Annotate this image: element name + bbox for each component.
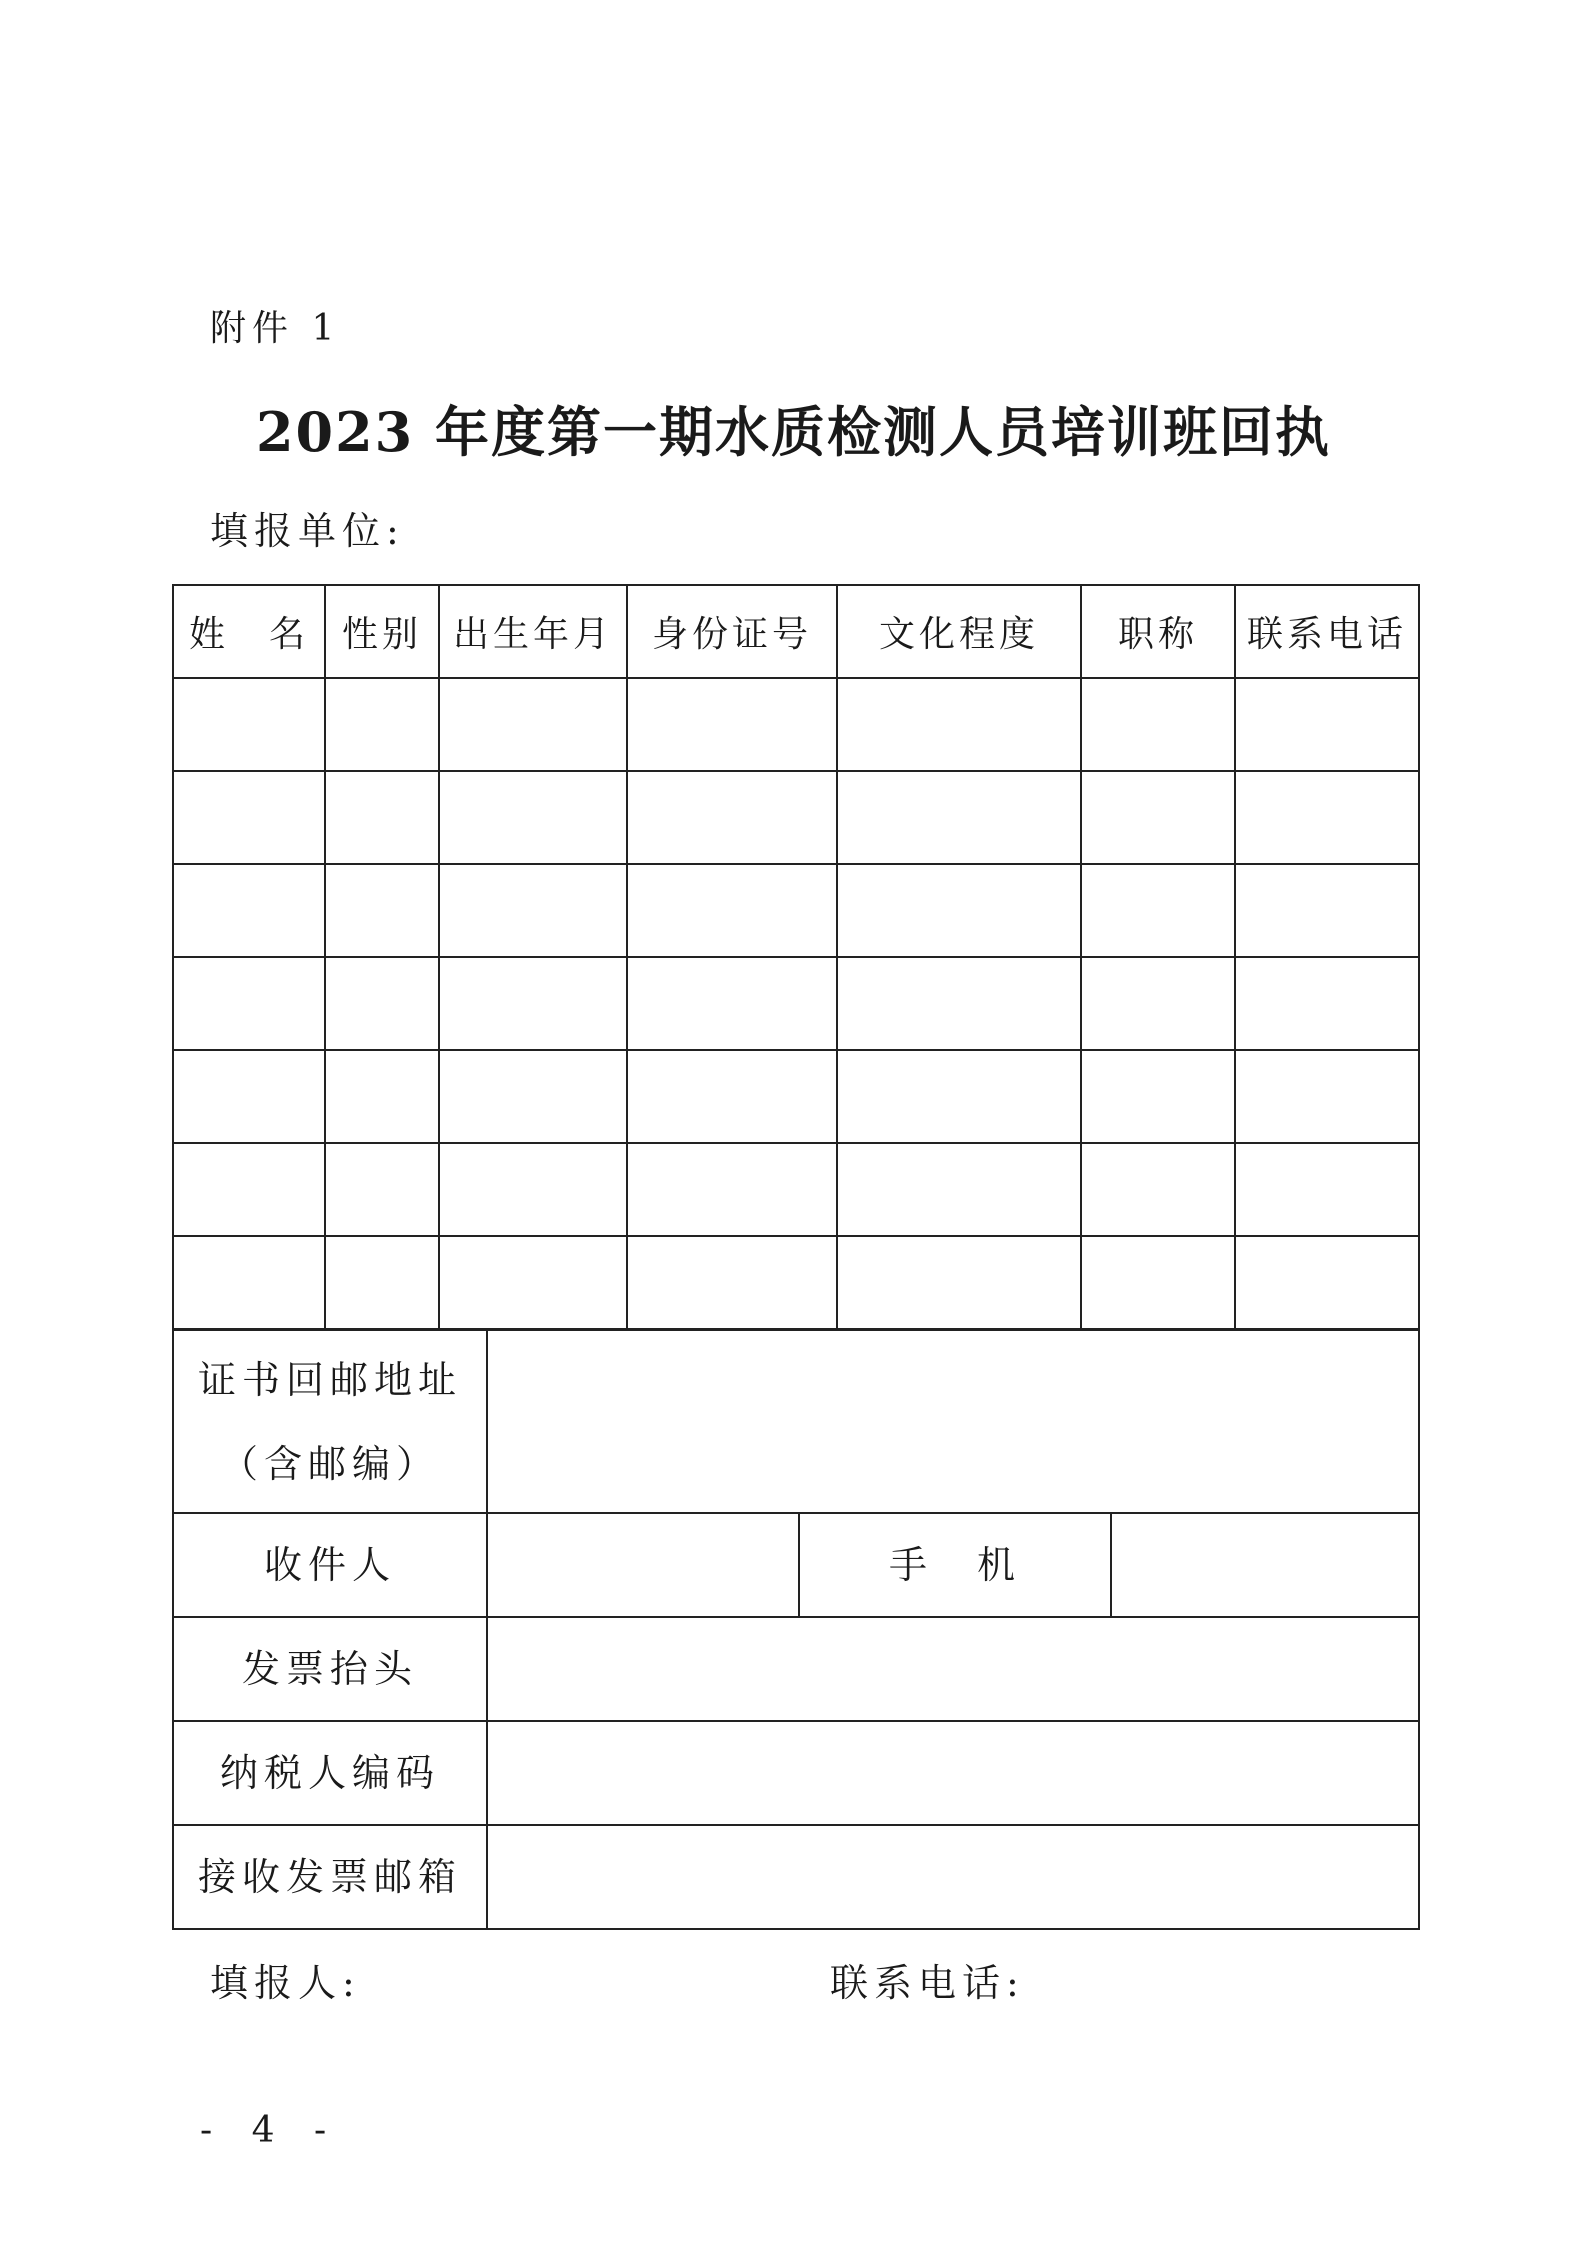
- col-header-id-number: 身份证号: [627, 585, 837, 678]
- table-cell[interactable]: [1081, 1143, 1235, 1236]
- table-row: [173, 1143, 1419, 1236]
- table-row: [173, 771, 1419, 864]
- page-title: 2023 年度第一期水质检测人员培训班回执: [255, 400, 1332, 464]
- table-cell[interactable]: [439, 864, 627, 957]
- table-cell[interactable]: [325, 771, 439, 864]
- table-cell[interactable]: [627, 1050, 837, 1143]
- table-cell[interactable]: [627, 864, 837, 957]
- contact-phone-label: 联系电话:: [830, 1961, 1025, 2005]
- table-cell[interactable]: [837, 771, 1081, 864]
- table-cell[interactable]: [1235, 678, 1419, 771]
- table-row: [173, 957, 1419, 1050]
- address-row: [173, 1330, 1419, 1513]
- table-cell[interactable]: [439, 957, 627, 1050]
- table-cell[interactable]: [1235, 771, 1419, 864]
- table-cell[interactable]: [1081, 678, 1235, 771]
- table-cell[interactable]: [1081, 1236, 1235, 1329]
- invoice-email-field[interactable]: [487, 1825, 1419, 1929]
- address-label-line1: 证书回邮地址: [197, 1357, 462, 1402]
- taxpayer-id-label: 纳税人编码: [173, 1721, 487, 1825]
- table-cell[interactable]: [1235, 957, 1419, 1050]
- address-label-line2: （含邮编）: [219, 1441, 440, 1486]
- table-cell[interactable]: [837, 957, 1081, 1050]
- table-cell[interactable]: [325, 957, 439, 1050]
- table-cell[interactable]: [627, 1143, 837, 1236]
- col-header-education: 文化程度: [837, 585, 1081, 678]
- table-cell[interactable]: [837, 678, 1081, 771]
- table-cell[interactable]: [173, 678, 325, 771]
- table-cell[interactable]: [439, 1050, 627, 1143]
- table-cell[interactable]: [1235, 1050, 1419, 1143]
- table-cell[interactable]: [173, 957, 325, 1050]
- table-cell[interactable]: [1235, 1236, 1419, 1329]
- table-cell[interactable]: [439, 1143, 627, 1236]
- info-table: [172, 1329, 1420, 1930]
- invoice-title-field[interactable]: [487, 1617, 1419, 1721]
- table-cell[interactable]: [1081, 864, 1235, 957]
- recipient-label: 收件人: [173, 1513, 487, 1617]
- mobile-label: 手 机: [799, 1513, 1111, 1617]
- table-cell[interactable]: [173, 1143, 325, 1236]
- table-cell[interactable]: [173, 771, 325, 864]
- table-cell[interactable]: [325, 678, 439, 771]
- table-row: [173, 678, 1419, 771]
- recipient-field[interactable]: [487, 1513, 799, 1617]
- table-row: [173, 1236, 1419, 1329]
- table-cell[interactable]: [1235, 1143, 1419, 1236]
- filler-label: 填报人:: [210, 1961, 361, 2005]
- col-header-name: 姓 名: [173, 585, 325, 678]
- table-cell[interactable]: [1081, 771, 1235, 864]
- col-header-gender: 性别: [325, 585, 439, 678]
- col-header-birth: 出生年月: [439, 585, 627, 678]
- table-row: [173, 864, 1419, 957]
- taxpayer-id-field[interactable]: [487, 1721, 1419, 1825]
- table-cell[interactable]: [325, 1143, 439, 1236]
- table-cell[interactable]: [837, 1236, 1081, 1329]
- table-cell[interactable]: [173, 1236, 325, 1329]
- invoice-email-label: 接收发票邮箱: [173, 1825, 487, 1929]
- attachment-label: 附件 1: [210, 308, 341, 349]
- table-cell[interactable]: [837, 1050, 1081, 1143]
- table-cell[interactable]: [1081, 957, 1235, 1050]
- unit-label: 填报单位:: [210, 509, 405, 553]
- invoice-title-row: [173, 1617, 1419, 1721]
- table-row: [173, 1050, 1419, 1143]
- table-cell[interactable]: [325, 1050, 439, 1143]
- participants-table: [172, 584, 1420, 1330]
- table-cell[interactable]: [627, 957, 837, 1050]
- address-field[interactable]: [487, 1330, 1419, 1513]
- table-cell[interactable]: [837, 1143, 1081, 1236]
- table-cell[interactable]: [627, 771, 837, 864]
- invoice-title-label: 发票抬头: [173, 1617, 487, 1721]
- table-cell[interactable]: [173, 1050, 325, 1143]
- table-cell[interactable]: [439, 678, 627, 771]
- table-cell[interactable]: [1235, 864, 1419, 957]
- table-cell[interactable]: [627, 1236, 837, 1329]
- table-cell[interactable]: [325, 864, 439, 957]
- table-cell[interactable]: [325, 1236, 439, 1329]
- invoice-email-row: [173, 1825, 1419, 1929]
- address-label: [173, 1330, 487, 1513]
- recipient-row: [173, 1513, 1419, 1617]
- taxpayer-id-row: [173, 1721, 1419, 1825]
- table-cell[interactable]: [627, 678, 837, 771]
- table-cell[interactable]: [173, 864, 325, 957]
- table-cell[interactable]: [439, 1236, 627, 1329]
- page-number: - 4 -: [200, 2110, 341, 2151]
- table-cell[interactable]: [439, 771, 627, 864]
- table-cell[interactable]: [837, 864, 1081, 957]
- table-cell[interactable]: [1081, 1050, 1235, 1143]
- header-row: [173, 585, 1419, 678]
- mobile-field[interactable]: [1111, 1513, 1419, 1617]
- col-header-phone: 联系电话: [1235, 585, 1419, 678]
- col-header-title: 职称: [1081, 585, 1235, 678]
